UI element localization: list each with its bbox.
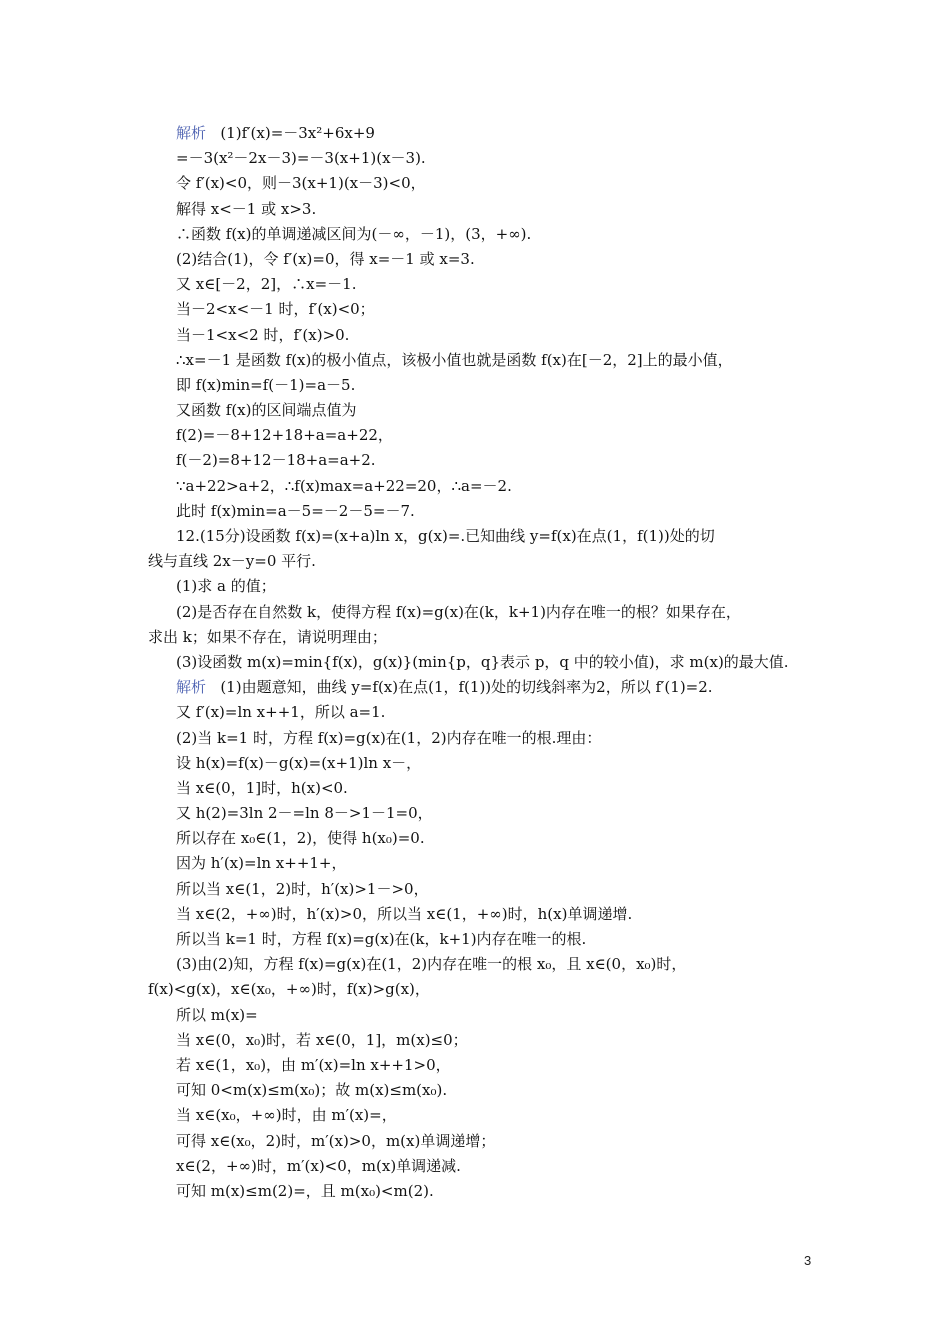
text-line: x∈(2，+∞)时，m′(x)<0，m(x)单调递减.: [176, 1156, 461, 1175]
text-line: 又 x∈[－2，2]，∴x=－1.: [176, 275, 357, 294]
text-line: 可知 m(x)≤m(2)=，且 m(x₀)<m(2).: [176, 1181, 434, 1200]
text-line: 当－1<x<2 时，f′(x)>0.: [176, 325, 350, 344]
text-line: ∴x=－1 是函数 f(x)的极小值点，该极小值也就是函数 f(x)在[－2，2]上的最小值，: [176, 350, 733, 369]
text-line: 当 x∈(0，x₀)时，若 x∈(0，1]，m(x)≤0；: [176, 1030, 468, 1049]
question-line: (2)是否存在自然数 k，使得方程 f(x)=g(x)在(k，k+1)内存在唯一的根？如果存在，: [176, 602, 741, 621]
text-line: 又函数 f(x)的区间端点值为: [176, 401, 357, 420]
text-line: 所以存在 x₀∈(1，2)，使得 h(x₀)=0.: [176, 829, 425, 848]
text-line: (2)当 k=1 时，方程 f(x)=g(x)在(1，2)内存在唯一的根.理由：: [176, 728, 602, 747]
page-content: [148, 121, 820, 1204]
text-line: 令 f′(x)<0，则－3(x+1)(x－3)<0，: [176, 174, 426, 193]
text-line: 解析 (1)f′(x)=－3x²+6x+9: [176, 124, 375, 142]
text-line: =－3(x²－2x－3)=－3(x+1)(x－3).: [176, 149, 426, 168]
text-line: 当 x∈(x₀，+∞)时，由 m′(x)=，: [176, 1106, 397, 1125]
text-line: (2)结合(1)，令 f′(x)=0，得 x=－1 或 x=3.: [176, 249, 475, 268]
text-line: ∴函数 f(x)的单调递减区间为(－∞，－1)，(3，+∞).: [176, 224, 532, 243]
text-line: 当 x∈(2，+∞)时，h′(x)>0，所以当 x∈(1，+∞)时，h(x)单调递增.: [176, 904, 633, 923]
text-line: 解析 (1)由题意知，曲线 y=f(x)在点(1，f(1))处的切线斜率为2，所以 f′(1)=2.: [176, 678, 713, 697]
question-line: 线与直线 2x－y=0 平行.: [148, 552, 316, 571]
question-line: (1)求 a 的值；: [176, 577, 276, 596]
text-line: 当 x∈(0，1]时，h(x)<0.: [176, 778, 348, 797]
page-number: 3: [804, 1253, 812, 1268]
text-line: (3)由(2)知，方程 f(x)=g(x)在(1，2)内存在唯一的根 x₀，且 x∈(0，x₀)时，: [176, 955, 687, 974]
analysis-label: 解析: [176, 124, 207, 142]
text-line: ∵a+22>a+2，∴f(x)max=a+22=20，∴a=－2.: [176, 476, 512, 495]
text-line: 即 f(x)min=f(－1)=a－5.: [176, 375, 356, 394]
text-line: 此时 f(x)min=a－5=－2－5=－7.: [176, 501, 415, 520]
text-line: 设 h(x)=f(x)－g(x)=(x+1)ln x－，: [176, 753, 422, 772]
text-line: 若 x∈(1，x₀)，由 m′(x)=ln x++1>0，: [176, 1055, 451, 1074]
text-line: 可知 0<m(x)≤m(x₀)；故 m(x)≤m(x₀).: [176, 1081, 448, 1100]
text-line: 所以当 k=1 时，方程 f(x)=g(x)在(k，k+1)内存在唯一的根.: [176, 930, 587, 948]
text-line: 又 f′(x)=ln x++1，所以 a=1.: [176, 703, 386, 722]
text-line: 所以当 x∈(1，2)时，h′(x)>1－>0，: [176, 879, 429, 898]
text-line: 因为 h′(x)=ln x++1+，: [176, 854, 347, 873]
text-line: 所以 m(x)=: [176, 1005, 258, 1024]
question-line: (3)设函数 m(x)=min{f(x)，g(x)}(min{p，q}表示 p，q 中的较小值)，求 m(x)的最大值.: [176, 652, 789, 671]
question-line: 12.(15分)设函数 f(x)=(x+a)ln x，g(x)=.已知曲线 y=f(x)在点(1，f(1))处的切: [176, 527, 715, 545]
question-line: 求出 k；如果不存在，请说明理由；: [148, 627, 387, 646]
text-line: f(2)=－8+12+18+a=a+22，: [176, 426, 393, 445]
text-line: 可得 x∈(x₀，2)时，m′(x)>0，m(x)单调递增；: [176, 1131, 496, 1150]
text-line: 当－2<x<－1 时，f′(x)<0；: [176, 300, 375, 319]
text-line: 又 h(2)=3ln 2－=ln 8－>1－1=0，: [176, 804, 433, 823]
text-line: 解得 x<－1 或 x>3.: [176, 199, 317, 218]
text-line: f(－2)=8+12－18+a=a+2.: [176, 451, 376, 470]
text-line: f(x)<g(x)，x∈(x₀，+∞)时，f(x)>g(x)，: [148, 980, 430, 999]
analysis-label: 解析: [176, 678, 207, 697]
